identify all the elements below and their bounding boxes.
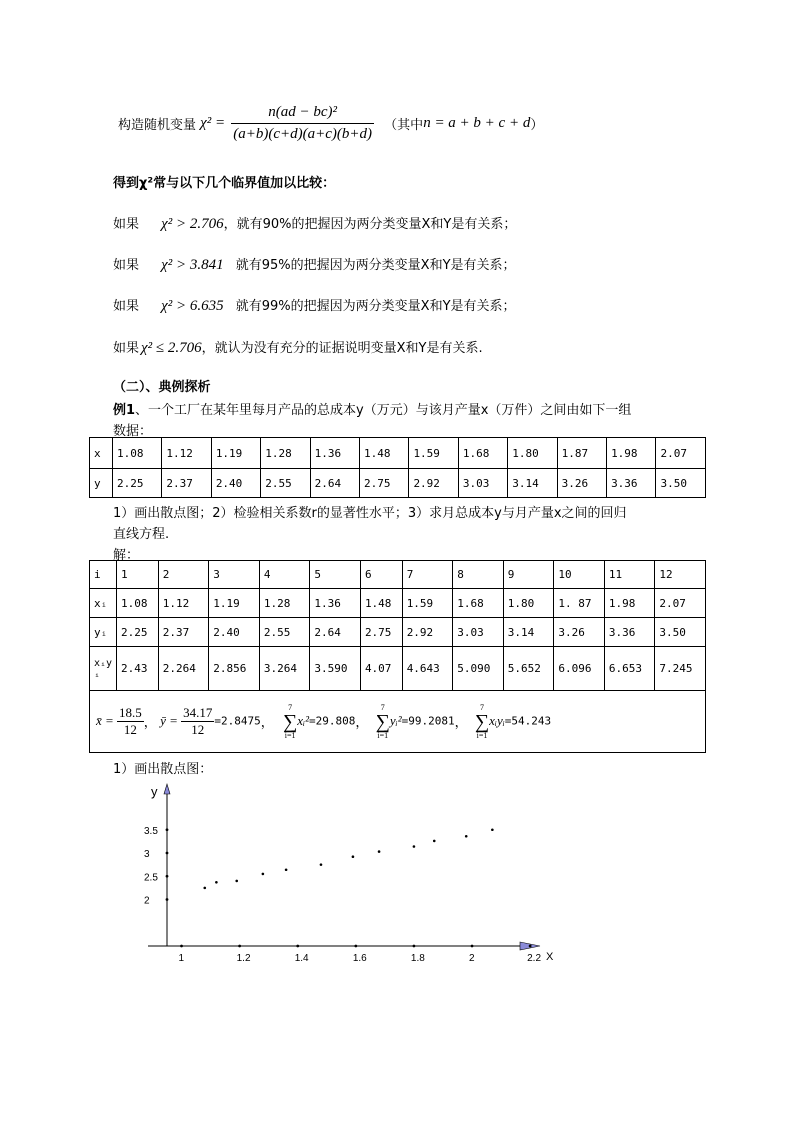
- sum-x2-sigma: [283, 704, 297, 740]
- summary-formulas: [96, 702, 552, 740]
- note-open: （其中: [384, 118, 424, 133]
- sum-x2-term: xᵢ²: [297, 713, 309, 729]
- table-cell: x: [90, 438, 113, 469]
- x-tick-mark: [413, 945, 416, 948]
- y-tick-label: 2: [144, 895, 150, 907]
- table-cell: 1. 87: [554, 589, 605, 618]
- sigma-symbol: ∑: [474, 710, 490, 733]
- table-cell: 10: [554, 561, 605, 589]
- table-cell: 5.652: [503, 647, 554, 691]
- x-axis-label: X: [546, 951, 554, 963]
- y-tick-label: 3: [144, 849, 150, 860]
- y-tick-mark: [166, 828, 169, 831]
- rule-condition: χ² > 2.706: [161, 216, 224, 232]
- table-cell: 2.75: [360, 469, 409, 498]
- construct-prefix: 构造随机变量: [118, 118, 197, 133]
- sigma-top: 7: [288, 702, 293, 712]
- table-cell: 1.87: [557, 438, 606, 469]
- table-cell: 1.19: [211, 438, 260, 469]
- rule-text: 就有95%的把握因为两分类变量X和Y是有关系；: [235, 258, 516, 273]
- x-tick-label: 1.8: [410, 953, 425, 964]
- data-point: [203, 887, 206, 890]
- table-cell: xᵢyᵢ: [90, 647, 117, 691]
- data-point: [215, 881, 218, 884]
- table-cell: 5.090: [453, 647, 504, 691]
- solution-label: 解：: [113, 548, 140, 563]
- table-cell: 1.80: [503, 589, 554, 618]
- xbar-numerator: 18.5: [119, 705, 142, 720]
- summary-separator: ，: [454, 716, 468, 731]
- table-cell: 1.08: [117, 589, 159, 618]
- table-row: [90, 589, 706, 618]
- table-cell: 1.98: [604, 589, 655, 618]
- table-cell: 3.50: [656, 469, 706, 498]
- questions-line1: 1）画出散点图；2）检验相关系数r的显著性水平；3）求月总成本y与月产量x之间的回归: [113, 506, 627, 521]
- table-cell: 4.643: [402, 647, 453, 691]
- sum-xy-term: xᵢyᵢ: [489, 713, 505, 729]
- table-cell: 2: [158, 561, 209, 589]
- table-cell: 2.40: [211, 469, 260, 498]
- example-label: 例1: [113, 403, 136, 418]
- rule-text: ，就有90%的把握因为两分类变量X和Y是有关系；: [223, 217, 517, 232]
- table-cell: 4: [259, 561, 310, 589]
- table-cell: 2.75: [360, 618, 402, 647]
- table-cell: 1.36: [310, 589, 361, 618]
- data-point: [378, 850, 381, 853]
- rule-condition: χ² > 6.635: [161, 298, 224, 314]
- table-cell: 2.40: [209, 618, 260, 647]
- sum-y2-term: yᵢ²: [389, 713, 402, 729]
- x-tick-label: 1.2: [236, 953, 251, 964]
- table-cell: 1.12: [158, 589, 209, 618]
- table-cell: 1.98: [607, 438, 656, 469]
- table-row: [90, 438, 706, 469]
- table-cell: y: [90, 469, 113, 498]
- x-tick-mark: [471, 945, 474, 948]
- data-point: [262, 873, 265, 876]
- rule-lead: 如果: [113, 299, 140, 314]
- table-cell: 2.92: [402, 618, 453, 647]
- axis-ticks: [144, 826, 541, 964]
- sum-y2-value: =99.2081: [401, 715, 455, 728]
- table-cell: 3.26: [554, 618, 605, 647]
- table-cell: 5: [310, 561, 361, 589]
- xbar-label: x̄ =: [96, 713, 114, 729]
- x-tick-mark: [529, 945, 532, 948]
- table-cell: 1.28: [259, 589, 310, 618]
- table-cell: 6.096: [554, 647, 605, 691]
- table-cell: 7.245: [655, 647, 706, 691]
- table-cell: 3.590: [310, 647, 361, 691]
- calc-table: [89, 560, 706, 753]
- xbar-fraction: [117, 705, 144, 738]
- table-cell: 2.43: [117, 647, 159, 691]
- table-cell: 1.12: [162, 438, 211, 469]
- table-cell: 1.59: [409, 438, 458, 469]
- table-cell: 3.36: [604, 618, 655, 647]
- table-cell: 1.48: [360, 438, 409, 469]
- sigma-symbol: ∑: [282, 710, 298, 733]
- table-cell: 3.14: [503, 618, 554, 647]
- table-cell: 1.80: [508, 438, 557, 469]
- rule-line: [113, 295, 516, 315]
- table-cell: 2.856: [209, 647, 260, 691]
- example-text-line1: 、一个工厂在某年里每月产品的总成本y（万元）与该月产量x（万件）之间由如下一组: [135, 403, 632, 418]
- sum-xy-value: =54.243: [504, 715, 552, 728]
- ybar-value: =2.8475: [214, 715, 261, 728]
- table-cell: 2.37: [162, 469, 211, 498]
- table-cell: 3.26: [557, 469, 606, 498]
- note-formula: n = a + b + c + d: [423, 115, 531, 131]
- sum-x2-value: =29.808: [308, 715, 356, 728]
- chi-square-formula-line: [118, 104, 543, 154]
- table-cell: 2.64: [310, 618, 361, 647]
- sigma-bottom: i=1: [284, 730, 296, 740]
- table-cell: 12: [655, 561, 706, 589]
- x-tick-mark: [354, 945, 357, 948]
- table-cell: 1.08: [113, 438, 162, 469]
- scatter-heading: 1）画出散点图：: [113, 762, 213, 777]
- note-close: ）: [530, 118, 544, 133]
- x-tick-label: 2.2: [527, 953, 542, 964]
- table-cell: 11: [604, 561, 655, 589]
- table-cell: 3.50: [655, 618, 706, 647]
- table-cell: 3.03: [458, 469, 507, 498]
- y-tick-mark: [166, 875, 169, 878]
- rule-line: [113, 254, 516, 274]
- sigma-bottom: i=1: [377, 730, 389, 740]
- table-cell: 9: [503, 561, 554, 589]
- x-tick-label: 1.4: [294, 953, 309, 964]
- section-heading: （二）、典例探析: [113, 380, 211, 395]
- data-point: [320, 863, 323, 866]
- table-row: [90, 618, 706, 647]
- x-tick-mark: [238, 945, 241, 948]
- sigma-symbol: ∑: [375, 710, 390, 733]
- x-tick-label: 1.6: [352, 953, 367, 964]
- x-tick-label: 2: [469, 953, 475, 964]
- summary-separator: ，: [260, 716, 274, 731]
- table-cell: 2.92: [409, 469, 458, 498]
- y-tick-label: 3.5: [144, 825, 158, 837]
- table-cell: 6: [360, 561, 402, 589]
- axes: [148, 784, 554, 963]
- table-cell: 1.36: [310, 438, 359, 469]
- rule-lead: 如果: [113, 217, 140, 232]
- xbar-denominator: 12: [123, 722, 137, 737]
- summary-cell: [90, 691, 706, 753]
- table-cell: 1.28: [261, 438, 310, 469]
- compare-heading: 得到χ²常与以下几个临界值加以比较：: [113, 176, 336, 191]
- data-point: [465, 835, 468, 838]
- table-row: [90, 469, 706, 498]
- table-cell: 1.68: [458, 438, 507, 469]
- fraction-numerator: n(ad − bc)²: [231, 104, 374, 124]
- table-cell: 3.14: [508, 469, 557, 498]
- table-cell: yᵢ: [90, 618, 117, 647]
- y-axis-arrow: [164, 784, 170, 794]
- rule-text: 就有99%的把握因为两分类变量X和Y是有关系；: [235, 299, 516, 314]
- y-axis-label: y: [151, 784, 158, 799]
- table-cell: 3.36: [607, 469, 656, 498]
- ybar-numerator: 34.17: [183, 705, 213, 720]
- example-text: [113, 399, 631, 418]
- questions-line2: 直线方程.: [113, 527, 170, 542]
- ybar-denominator: 12: [191, 722, 205, 737]
- x-tick-label: 1: [178, 953, 185, 964]
- rule-lead: 如果: [113, 341, 140, 356]
- table-cell: 6.653: [604, 647, 655, 691]
- data-point: [413, 845, 416, 848]
- table-cell: 1.59: [402, 589, 453, 618]
- table-cell: 3.03: [453, 618, 504, 647]
- ybar-fraction: [181, 705, 214, 738]
- table-cell: 2.264: [158, 647, 209, 691]
- table-cell: 3: [209, 561, 260, 589]
- chi-square-lhs: χ² =: [200, 115, 226, 131]
- sum-xy-sigma: [475, 704, 489, 740]
- scatter-plot: [140, 778, 560, 973]
- summary-row: [90, 691, 706, 753]
- table-row: [90, 561, 706, 589]
- rule-text: ，就认为没有充分的证据说明变量X和Y是有关系.: [201, 341, 483, 356]
- y-tick-mark: [166, 852, 169, 855]
- y-tick-mark: [166, 898, 169, 901]
- fraction-denominator: (a+b)(c+d)(a+c)(b+d): [233, 126, 373, 142]
- rule-line: [113, 213, 516, 233]
- x-tick-mark: [296, 945, 299, 948]
- rule-lead: 如果: [113, 258, 140, 273]
- table-cell: 1.19: [209, 589, 260, 618]
- summary-separator: ，: [143, 716, 157, 731]
- table-cell: 1: [117, 561, 159, 589]
- data-point: [491, 828, 494, 831]
- table-cell: xᵢ: [90, 589, 117, 618]
- data-point: [285, 868, 288, 871]
- table-cell: 4.07: [360, 647, 402, 691]
- table-cell: 1.68: [453, 589, 504, 618]
- example-text-line2: 数据：: [113, 424, 153, 439]
- summary-separator: ，: [355, 716, 369, 731]
- sigma-top: 7: [479, 702, 484, 712]
- rule-condition: χ² > 3.841: [161, 257, 224, 273]
- table-cell: 2.64: [310, 469, 359, 498]
- table-cell: 8: [453, 561, 504, 589]
- sum-y2-sigma: [376, 704, 390, 740]
- table-cell: 3.264: [259, 647, 310, 691]
- rule-line: [113, 337, 483, 357]
- data-point: [352, 855, 355, 858]
- data-points: [203, 828, 493, 889]
- table-row: [90, 647, 706, 691]
- rule-condition: χ² ≤ 2.706: [141, 340, 202, 356]
- table-cell: 2.07: [655, 589, 706, 618]
- table-cell: 7: [402, 561, 453, 589]
- table-cell: 2.55: [261, 469, 310, 498]
- table-cell: 2.37: [158, 618, 209, 647]
- table-cell: 2.07: [656, 438, 706, 469]
- table-cell: 2.25: [113, 469, 162, 498]
- chi-square-fraction: [231, 104, 374, 143]
- x-tick-mark: [180, 945, 183, 948]
- table-cell: 1.48: [360, 589, 402, 618]
- table-cell: 2.55: [259, 618, 310, 647]
- table-cell: i: [90, 561, 117, 589]
- table-cell: 2.25: [117, 618, 159, 647]
- ybar-label: ȳ =: [160, 713, 178, 729]
- sigma-bottom: i=1: [476, 730, 488, 740]
- sigma-top: 7: [380, 702, 385, 712]
- data-point: [235, 880, 238, 883]
- data-point: [433, 840, 436, 843]
- y-tick-label: 2.5: [144, 872, 158, 884]
- data-table: [89, 437, 706, 498]
